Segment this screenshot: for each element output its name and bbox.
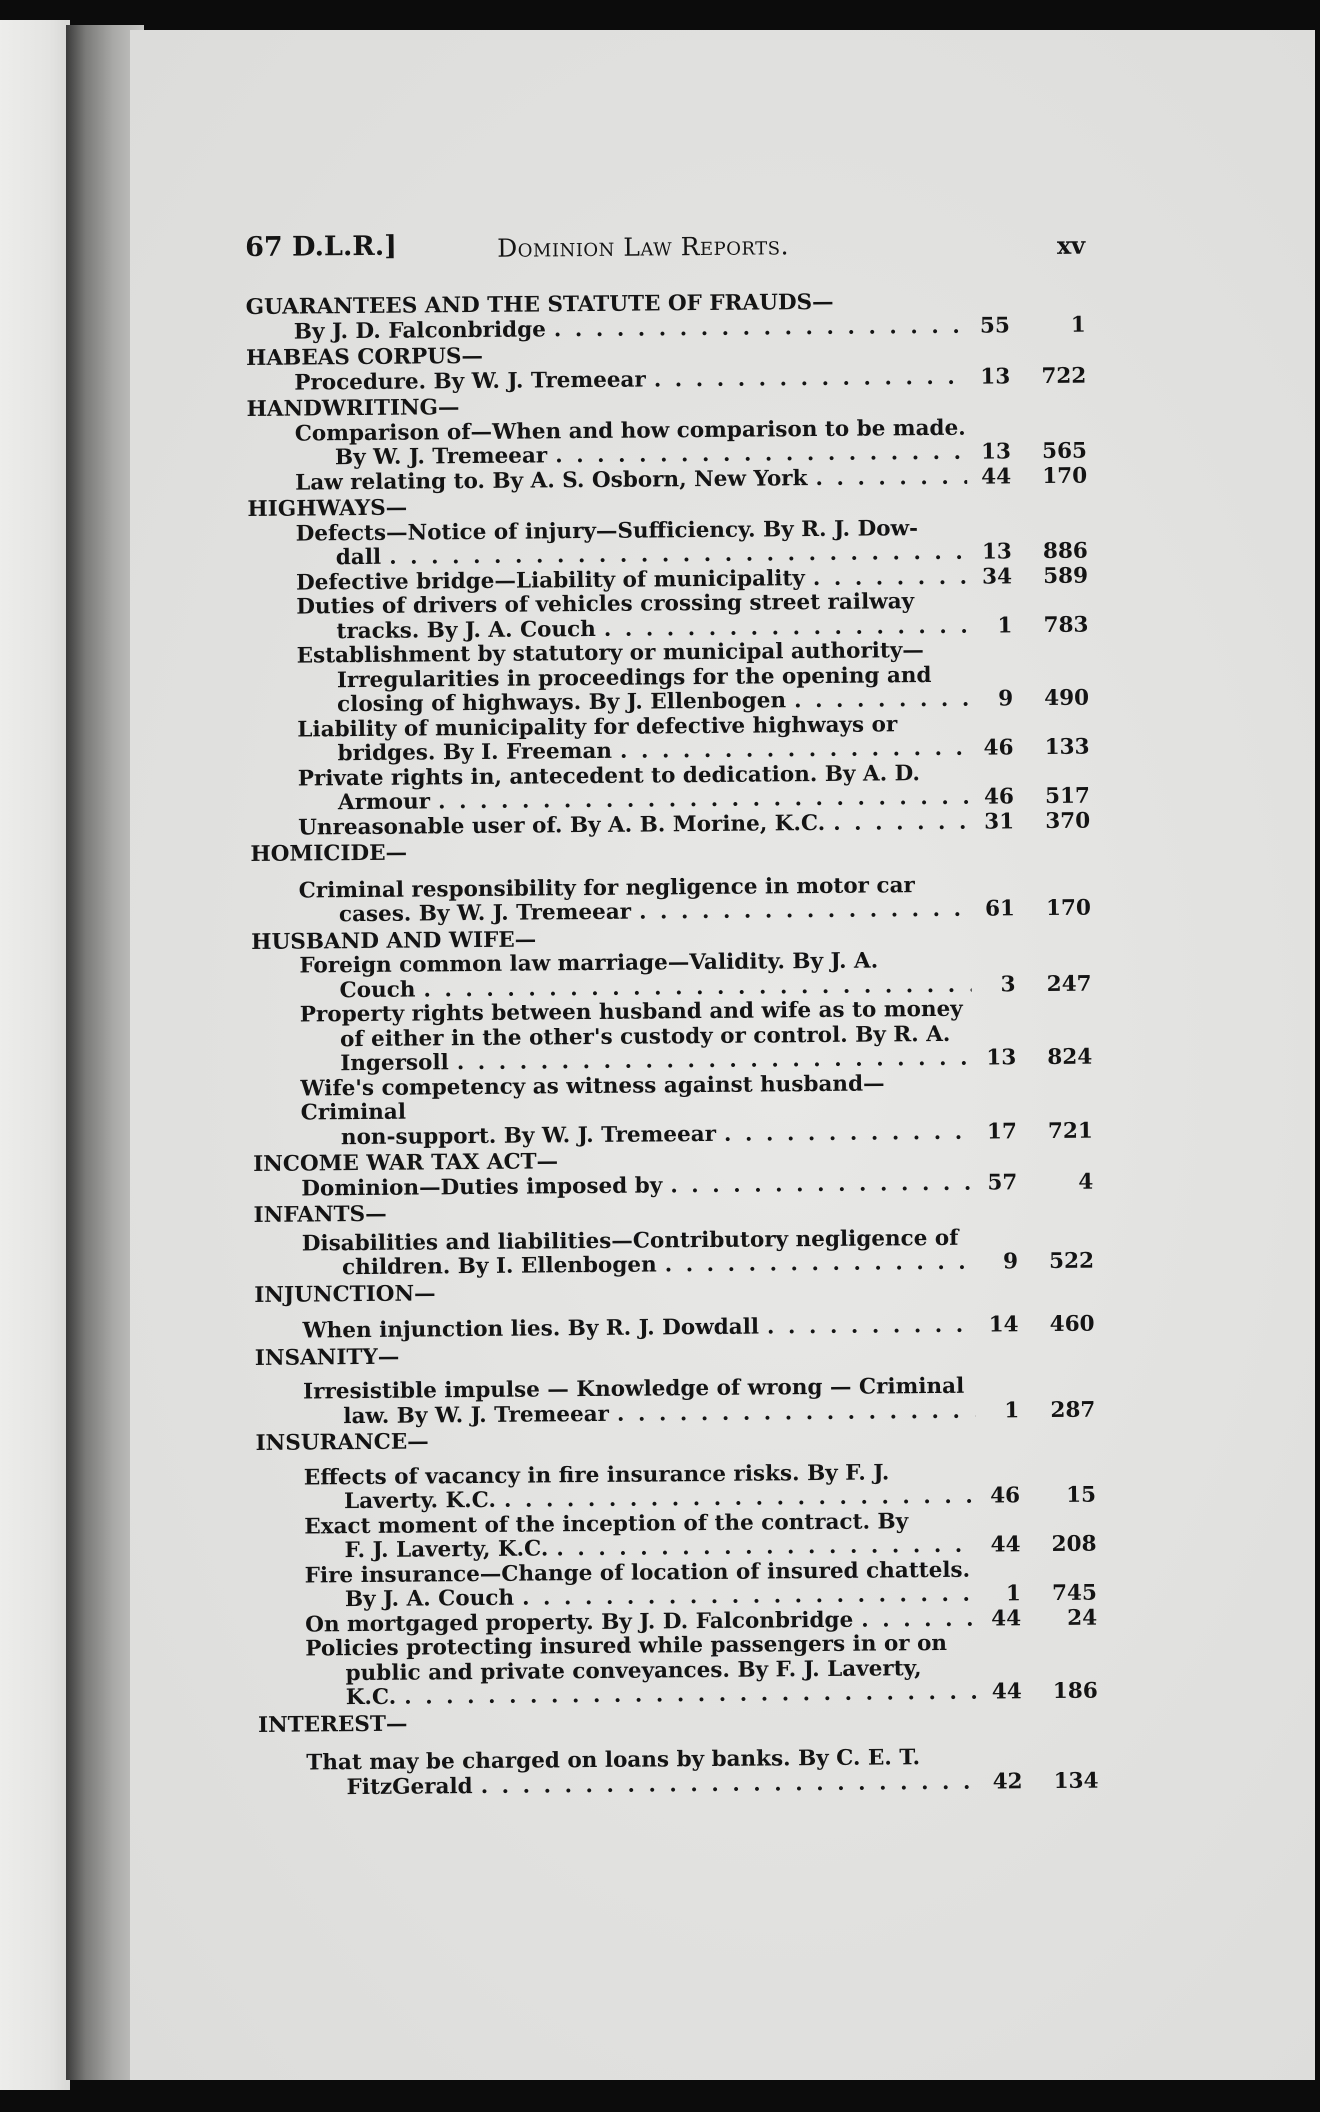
entry-author-line: Defective bridge—Liability of municipality (295, 565, 805, 596)
entry-author-line: Laverty. K.C. (343, 1487, 497, 1515)
volume-number: 1 (1005, 1581, 1022, 1607)
entry-author-line: By J. D. Falconbridge (293, 316, 546, 345)
entry-author-line: On mortgaged property. By J. D. Falconbridge (305, 1607, 854, 1638)
entry-author-line: When injunction lies. By R. J. Dowdall (302, 1314, 760, 1344)
entry-text: Foreign common law marriage—Validity. By J. A. (299, 948, 879, 979)
entry-text: Duties of drivers of vehicles crossing street railway (296, 589, 915, 620)
index-heading: INSURANCE— (255, 1429, 429, 1456)
entry-text: Comparison of—When and how comparison to be made. (294, 415, 966, 447)
entry-author-line: closing of highways. By J. Ellenbogen (337, 688, 787, 718)
journal-title: Dominion Law Reports. (497, 231, 790, 263)
volume-number: 1 (997, 612, 1013, 638)
page-reference: 370 (1045, 808, 1091, 834)
entry-author-line: Ingersoll (340, 1050, 449, 1077)
index-entry (257, 1557, 1097, 1613)
volume-reference: 67 D.L.R.] (245, 230, 398, 263)
index-heading: INCOME WAR TAX ACT— (253, 1149, 559, 1177)
page-reference: 134 (1053, 1768, 1099, 1794)
entry-author-line: children. By I. Ellenbogen (341, 1252, 657, 1281)
volume-number: 46 (990, 1483, 1021, 1509)
index-entry (248, 515, 1088, 571)
volume-number: 34 (982, 563, 1013, 590)
volume-number: 3 (1000, 971, 1016, 997)
volume-number: 9 (998, 686, 1014, 712)
index-entry (254, 1225, 1094, 1281)
volume-number: 13 (980, 439, 1012, 465)
index-heading: INSANITY— (254, 1344, 400, 1371)
page-reference: 170 (1042, 463, 1088, 489)
volume-number: 13 (981, 539, 1012, 565)
page-reference: 208 (1051, 1531, 1097, 1558)
index-entry (251, 872, 1091, 928)
page-number: xv (1056, 230, 1086, 260)
volume-number: 44 (991, 1605, 1022, 1632)
page-reference: 186 (1052, 1678, 1098, 1705)
dot-leader (620, 737, 970, 765)
dot-leader (639, 898, 971, 925)
entry-text: Exact moment of the inception of the contract. By (304, 1508, 909, 1540)
entry-author-line: FitzGerald (346, 1773, 473, 1800)
index-entries (246, 289, 1099, 1801)
page-reference: 783 (1043, 612, 1089, 638)
index-heading: HUSBAND AND WIFE— (251, 926, 537, 955)
dot-leader (481, 1770, 979, 1799)
page-reference: 460 (1049, 1311, 1095, 1338)
entry-text: Property rights between husband and wife as to money (299, 996, 963, 1028)
dot-leader (670, 1171, 973, 1198)
dot-leader (833, 810, 970, 836)
volume-number: 17 (986, 1118, 1017, 1145)
page-reference: 824 (1047, 1044, 1093, 1071)
page-reference: 722 (1041, 363, 1087, 389)
page-reference: 886 (1042, 538, 1088, 565)
dot-leader (654, 365, 967, 392)
page-reference: 745 (1051, 1580, 1098, 1607)
entry-text: Liability of municipality for defective highways or (297, 711, 898, 743)
entry-text: That may be charged on loans by banks. By C. E. T. (306, 1745, 921, 1776)
volume-number: 14 (988, 1312, 1019, 1338)
volume-number: 57 (987, 1169, 1018, 1196)
index-heading: HOMICIDE— (250, 840, 408, 867)
entry-author-line: F. J. Laverty, K.C. (344, 1536, 549, 1564)
dot-leader (794, 688, 969, 714)
index-heading: HABEAS CORPUS— (245, 343, 484, 371)
entry-text: Private rights in, antecedent to dedication. By A. D. (297, 760, 921, 792)
dot-leader (815, 465, 967, 491)
volume-number: 42 (992, 1768, 1023, 1795)
entry-text: Criminal responsibility for negligence in motor car (298, 872, 915, 904)
index-entry (258, 1745, 1098, 1801)
entry-text: Effects of vacancy in fire insurance risks. By F. J. (303, 1459, 890, 1491)
dot-leader (861, 1607, 977, 1633)
dot-leader (767, 1314, 975, 1340)
index-entry (251, 948, 1091, 1004)
page-reference: 522 (1049, 1248, 1095, 1275)
dot-leader (813, 565, 968, 591)
page-reference: 565 (1041, 438, 1088, 465)
dot-leader (617, 1399, 976, 1427)
index-entry (249, 638, 1090, 719)
dot-leader (555, 441, 967, 469)
entry-author-line: By W. J. Tremeear (334, 443, 548, 471)
index-entry (255, 1374, 1095, 1430)
entry-author-line: law. By W. J. Tremeear (343, 1401, 610, 1429)
page-reference: 247 (1046, 971, 1092, 997)
dot-leader (665, 1251, 975, 1278)
entry-text: Disabilities and liabilities—Contributory negligence of (301, 1225, 959, 1257)
index-entry (247, 415, 1087, 471)
index-entry (249, 711, 1089, 767)
volume-number: 46 (983, 735, 1014, 761)
dot-leader (404, 1681, 978, 1711)
index-entry (256, 1508, 1096, 1564)
entry-text-continued: Irregularities in proceedings for the opening and (336, 662, 932, 693)
index-heading: INTEREST— (257, 1711, 408, 1738)
entry-text: Policies protecting insured while passengers in or on (305, 1630, 948, 1662)
entry-author-line: dall (335, 544, 382, 571)
page-reference: 4 (1078, 1169, 1094, 1195)
page-reference: 517 (1044, 783, 1091, 810)
entry-author-line: Dominion—Duties imposed by (301, 1172, 663, 1202)
volume-number: 44 (990, 1532, 1021, 1558)
page-reference: 15 (1066, 1482, 1097, 1508)
index-heading: INJUNCTION— (254, 1280, 436, 1308)
page-reference: 490 (1044, 685, 1090, 712)
volume-number: 61 (984, 896, 1016, 922)
page-reference: 133 (1044, 734, 1090, 761)
volume-number: 31 (984, 808, 1015, 835)
page-reference: 170 (1045, 895, 1092, 922)
page-reference: 589 (1043, 563, 1089, 589)
volume-number: 13 (980, 363, 1011, 390)
volume-number: 44 (981, 463, 1012, 490)
entry-text: Fire insurance—Change of location of insured chattels. (304, 1557, 971, 1589)
entry-author-line: Couch (339, 977, 416, 1003)
volume-number: 46 (983, 784, 1015, 810)
index-entry (252, 997, 1093, 1078)
entry-text-continued: of either in the other's custody or control. By R. A. (339, 1021, 951, 1052)
entry-author-line: Law relating to. By A. S. Osborn, New York (295, 465, 808, 496)
entry-author-line: Armour (337, 789, 431, 816)
dot-leader (724, 1120, 973, 1147)
volume-number: 13 (986, 1045, 1017, 1071)
index-entry (252, 1070, 1093, 1151)
volume-number: 55 (979, 312, 1010, 339)
entry-text-continued: public and private conveyances. By F. J. Laverty, (345, 1655, 922, 1686)
index-entry (256, 1459, 1096, 1515)
volume-number: 44 (991, 1679, 1022, 1705)
entry-author-line: K.C. (345, 1684, 397, 1711)
volume-number: 9 (1002, 1249, 1019, 1275)
page-content (245, 225, 1099, 1801)
entry-author-line: tracks. By J. A. Couch (336, 616, 596, 644)
running-head (245, 225, 1085, 276)
index-heading: INFANTS— (253, 1201, 387, 1228)
entry-author-line: Procedure. By W. J. Tremeear (294, 367, 646, 396)
entry-author-line: cases. By W. J. Tremeear (338, 899, 632, 928)
index-heading: HIGHWAYS— (247, 495, 408, 522)
page-reference: 1 (1070, 312, 1086, 338)
dot-leader (554, 314, 966, 342)
index-heading: GUARANTEES AND THE STATUTE OF FRAUDS— (245, 289, 834, 320)
facing-page-edge (0, 20, 70, 2090)
entry-text: Irresistible impulse — Knowledge of wrong — Criminal (303, 1373, 965, 1405)
page-reference: 721 (1047, 1118, 1093, 1144)
entry-author-line: Unreasonable user of. By A. B. Morine, K.C. (298, 810, 826, 841)
index-entry (250, 760, 1090, 816)
entry-author-line: bridges. By I. Freeman (337, 738, 613, 767)
entry-author-line: non-support. By W. J. Tremeear (340, 1121, 717, 1150)
index-heading: HANDWRITING— (246, 395, 460, 422)
entry-text: Establishment by statutory or municipal authority— (296, 638, 924, 669)
entry-text: Wife's competency as witness against husband—Criminal (300, 1070, 885, 1126)
index-entry (257, 1631, 1098, 1712)
volume-number: 1 (1004, 1397, 1020, 1423)
page-reference: 287 (1050, 1397, 1096, 1423)
page-reference: 24 (1067, 1605, 1098, 1631)
index-entry (248, 589, 1088, 645)
entry-text: Defects—Notice of injury—Sufficiency. By R. J. Dow- (295, 515, 919, 547)
entry-author-line: By J. A. Couch (344, 1585, 515, 1613)
